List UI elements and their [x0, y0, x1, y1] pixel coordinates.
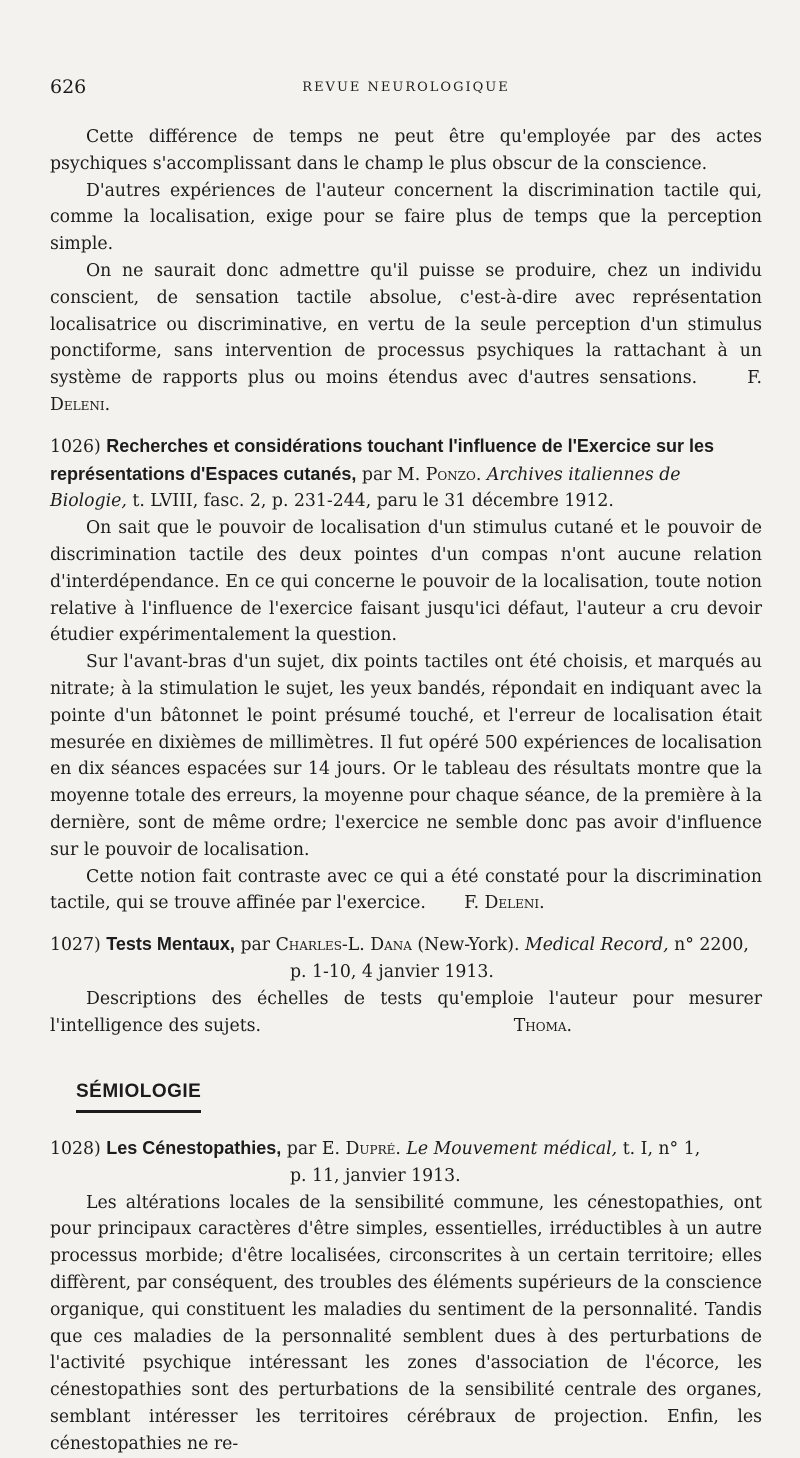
paragraph: On sait que le pouvoir de localisation d'un stimulus cutané et le pouvoir de discrimination tactile des deux pointes d'un compas n'ont aucune relation d'interdépendance. En ce qui concerne le pouvoir de la localisation, toute notion relative à l'influence de l'exercice faisant jusqu'ici défaut, l'auteur a cru devoir étudier expérimentalement la question.	[50, 518, 762, 646]
page-header	[50, 76, 762, 106]
paragraph-text: On ne saurait donc admettre qu'il puisse se produire, chez un individu conscient, de sensation tactile absolue, c'est-à-dire avec représentation localisatrice ou discriminative, en vertu de la seule perception d'un stimulus ponctiforme, sans intervention de processus psychiques la rattachant à un système de rapports plus ou moins étendus avec d'autres sensations.	[50, 260, 762, 389]
entry-title: Les Cénestopathies,	[106, 1138, 282, 1159]
paragraph: Les altérations locales de la sensibilité commune, les cénestopathies, ont pour principaux caractères d'être simples, essentielles, irréductibles à un autre processus morbide; d'être localisées, circonscrites à un certain territoire; elles diffèrent, par conséquent, des troubles des éléments supérieurs de la conscience organique, qui constituent les maladies du sentiment de la personnalité. Tandis que ces maladies de la personnalité semblent dues à des perturbations de l'activité psychique intéressant les zones d'association de l'écorce, les cénestopathies sont des perturbations de la sensibilité centrale des organes, semblant intéresser les territoires cérébraux de projection. Enfin, les cénestopathies ne re-	[50, 1192, 762, 1454]
section-title: SÉMIOLOGIE	[76, 1079, 201, 1113]
entry-title: Tests Mentaux,	[106, 934, 235, 955]
section-heading-wrap	[50, 1079, 762, 1113]
entry-author: Ponzo.	[425, 464, 482, 485]
paragraph	[50, 258, 762, 419]
paragraph: D'autres expériences de l'auteur concernent la discrimination tactile qui, comme la localisation, exige pour se faire plus de temps que la perception simple.	[50, 180, 762, 255]
running-title: REVUE NEUROLOGIQUE	[302, 80, 510, 95]
abstract-heading-1027	[50, 931, 762, 986]
entry-biblio: n° 2200,	[674, 935, 749, 956]
entry-biblio-line2: p. 11, janvier 1913.	[290, 1165, 461, 1186]
entry-place: (New-York).	[417, 935, 520, 956]
entry-journal: Medical Record,	[525, 935, 669, 956]
entry-number: 1027)	[50, 935, 101, 956]
entry-by: par M.	[361, 464, 421, 485]
entry-number: 1028)	[50, 1139, 101, 1160]
paragraph: Sur l'avant-bras d'un sujet, dix points tactiles ont été choisis, et marqués au nitrate; à la stimulation le sujet, les yeux bandés, répondait en indiquant avec la pointe d'un bâtonnet le point présumé touché, et l'erreur de localisation était mesurée en dixièmes de millimètres. Il fut opéré 500 expériences de localisation en dix séances espacées sur 14 jours. Or le tableau des résultats montre que la moyenne totale des erreurs, la moyenne pour chaque séance, de la première à la dernière, sont de même ordre; l'exercice ne semble donc pas avoir d'influence sur le pouvoir de localisation.	[50, 652, 762, 860]
signature: Thoma.	[513, 1015, 573, 1036]
entry-by: par	[240, 935, 271, 956]
abstract-heading-1026	[50, 433, 762, 515]
entry-journal: Le Mouvement médical,	[406, 1139, 618, 1160]
entry-biblio-line2: p. 1-10, 4 janvier 1913.	[290, 961, 494, 982]
entry-journal: Archives italiennes de Biologie,	[50, 464, 681, 512]
paragraph	[50, 986, 762, 1040]
signature: F. Deleni.	[50, 368, 762, 415]
paragraph	[50, 864, 762, 918]
paragraph-text: Descriptions des échelles de tests qu'emploie l'auteur pour mesurer l'intelligence des sujets.	[50, 988, 762, 1036]
entry-number: 1026)	[50, 436, 101, 457]
page-number: 626	[50, 76, 87, 98]
paragraph: Cette différence de temps ne peut être qu'employée par des actes psychiques s'accomplissant dans le champ le plus obscur de la conscience.	[50, 127, 762, 174]
entry-biblio: t. I, n° 1,	[622, 1139, 701, 1160]
abstract-heading-1028	[50, 1135, 762, 1190]
entry-author: Dupré.	[345, 1139, 401, 1160]
paragraph-text: Cette notion fait contraste avec ce qui a été constaté pour la discrimination tactile, qui se trouve affinée par l'exercice.	[50, 866, 762, 914]
page-body	[50, 124, 762, 1458]
entry-author: Charles-L. Dana	[275, 935, 412, 956]
signature: F. Deleni.	[464, 893, 545, 914]
entry-biblio: t. LVIII, fasc. 2, p. 231-244, paru le 31 décembre 1912.	[132, 491, 614, 512]
entry-by: par E.	[286, 1139, 341, 1160]
entry-title: Recherches et considérations touchant l'influence de l'Exercice sur les représentations d'Espaces cutanés,	[50, 435, 715, 484]
